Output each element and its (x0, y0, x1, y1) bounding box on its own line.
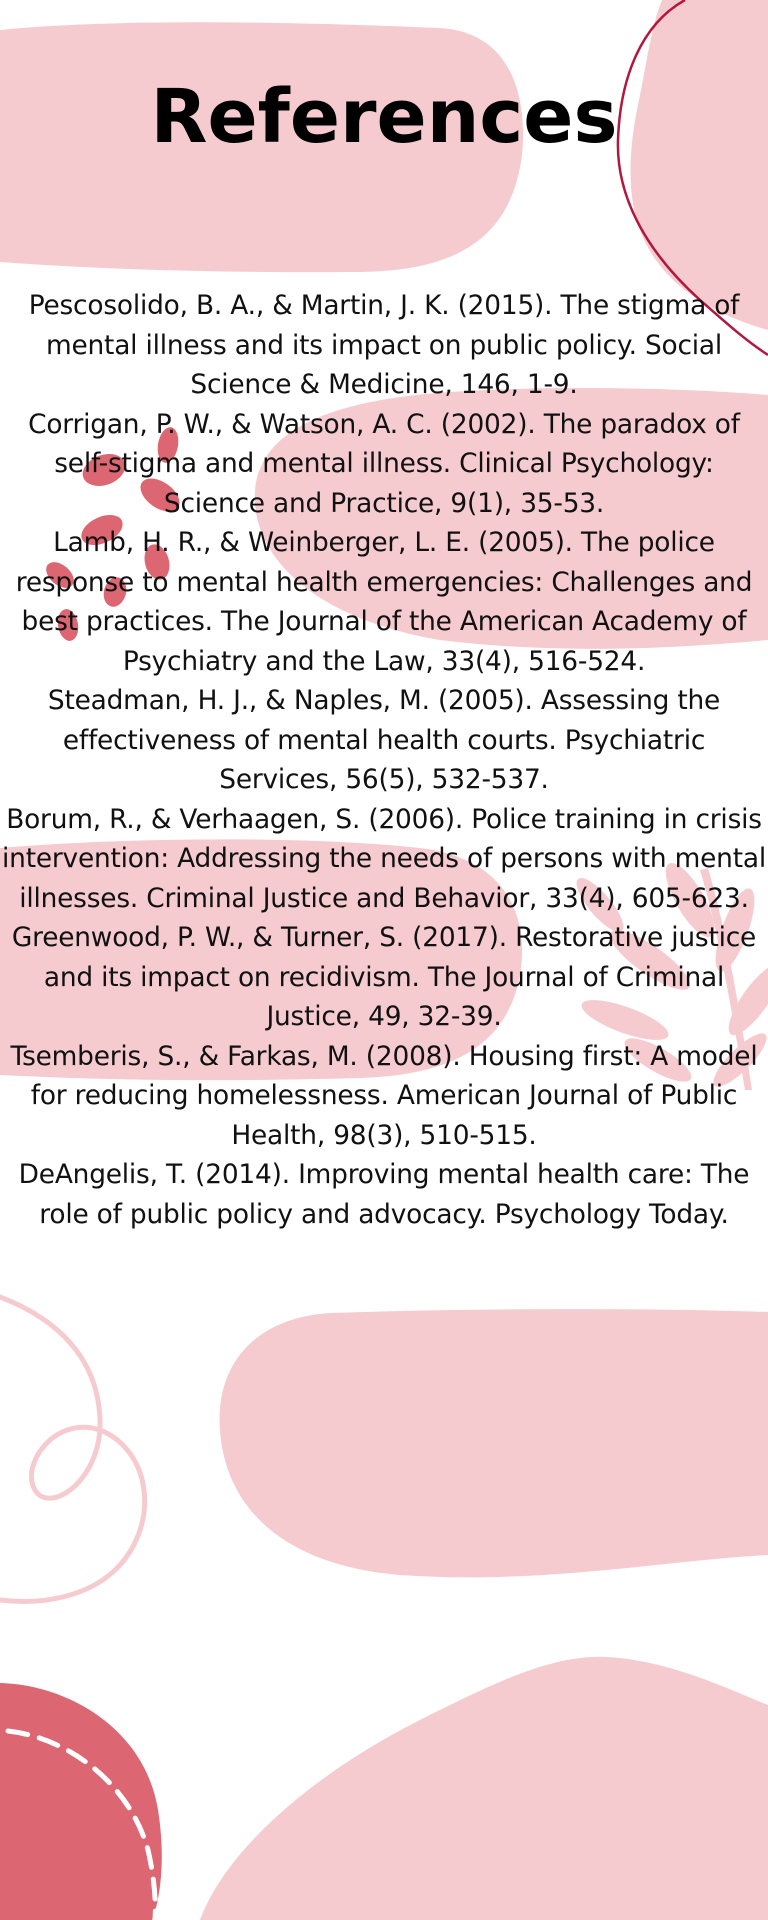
reference-item: Corrigan, P. W., & Watson, A. C. (2002). The paradox of self-stigma and mental illness. Clinical Psychology: Science and Practice, 9(1), 35-53. (28, 408, 740, 519)
reference-item: Lamb, H. R., & Weinberger, L. E. (2005). The police response to mental health emergencies: Challenges and best practices. The Journal of the American Academy of Psychiatry and the Law, 33(4), 516-524. (15, 527, 753, 677)
page-title: References (150, 74, 618, 160)
pink-blob-lower-right (220, 1309, 768, 1577)
reference-item: Tsemberis, S., & Farkas, M. (2008). Housing first: A model for reducing homelessness. American Journal of Public Health, 98(3), 510-515. (10, 1040, 758, 1151)
pink-blob-bottom-right (200, 1657, 768, 1920)
references-list (0, 286, 768, 1234)
reference-item: Pescosolido, B. A., & Martin, J. K. (2015). The stigma of mental illness and its impact on public policy. Social Science & Medicine, 146, 1-9. (28, 290, 740, 400)
reference-item: Steadman, H. J., & Naples, M. (2005). Assessing the effectiveness of mental health courts. Psychiatric Services, 56(5), 532-537. (47, 685, 721, 795)
pink-squiggle-line (0, 1297, 145, 1601)
reference-item: Borum, R., & Verhaagen, S. (2006). Police training in crisis intervention: Addressing the needs of persons with mental illnesses. Criminal Justice and Behavior, 33(4), 605-623. (2, 803, 766, 914)
reference-item: DeAngelis, T. (2014). Improving mental health care: The role of public policy and advocacy. Psychology Today. (18, 1159, 750, 1230)
reference-item: Greenwood, P. W., & Turner, S. (2017). Restorative justice and its impact on recidivism. The Journal of Criminal Justice, 49, 32-39. (11, 922, 757, 1032)
red-circle-bottom-left (0, 1683, 162, 1920)
